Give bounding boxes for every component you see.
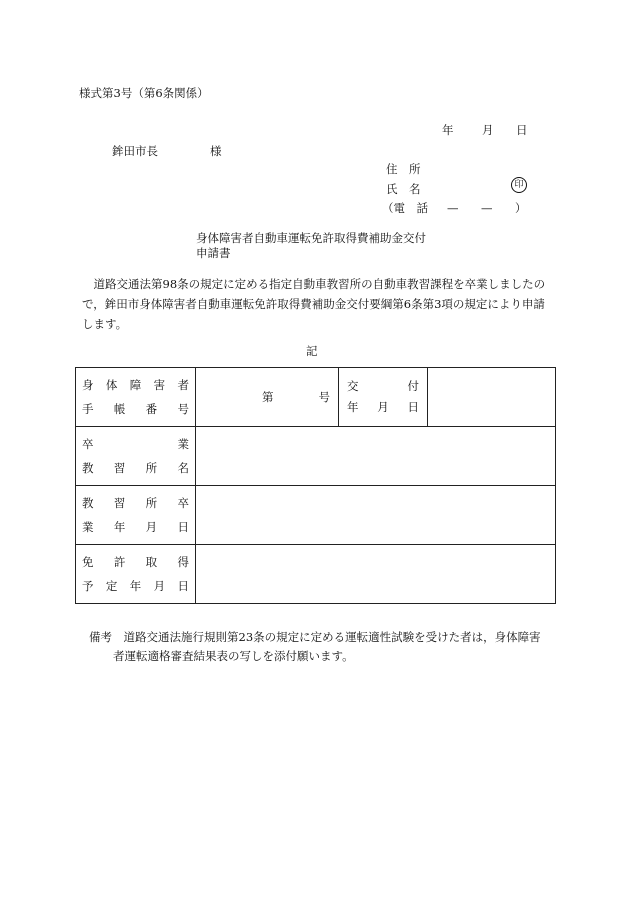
date-month: 月	[482, 123, 494, 137]
application-table	[75, 367, 556, 604]
number-prefix: 第	[262, 390, 274, 404]
issue-date-label: 交 付 年 月 日	[339, 368, 428, 427]
school-name-field[interactable]	[196, 427, 556, 486]
applicant-block	[382, 160, 527, 219]
label-line: 手 帳 番 号	[82, 402, 189, 416]
graduation-date-label: 教 習 所 卒 業 年 月 日	[76, 486, 196, 545]
table-row	[76, 545, 556, 604]
ki-heading: 記	[306, 344, 318, 358]
phone-label: （電 話	[382, 201, 428, 215]
note-line-2: 者運転適格審査結果表の写しを添付願います。	[113, 649, 354, 663]
date-day: 日	[516, 123, 528, 137]
seal-icon: 印	[511, 177, 527, 193]
handbook-number-label	[76, 368, 196, 427]
license-date-field[interactable]	[196, 545, 556, 604]
addressee-honorific: 様	[210, 144, 222, 158]
label-line: 身 体 障 害 者	[82, 378, 189, 392]
note-block	[89, 628, 541, 666]
graduation-date-field[interactable]	[196, 486, 556, 545]
number-suffix: 号	[318, 390, 330, 404]
issue-date-field[interactable]	[428, 368, 556, 427]
date-line	[442, 122, 528, 138]
name-label: 氏 名	[386, 181, 421, 196]
addressee	[112, 143, 222, 159]
handbook-number-field[interactable]	[196, 368, 339, 427]
note-line-1: 備考 道路交通法施行規則第23条の規定に定める運転適性試験を受けた者は，身体障害	[89, 630, 541, 644]
date-year: 年	[442, 123, 454, 137]
body-text: 道路交通法第98条の規定に定める指定自動車教習所の自動車教習課程を卒業しましたので，鉾田市身体障害者自動車運転免許取得費補助金交付要綱第6条第3項の規定により申請します。	[82, 277, 546, 331]
addressee-name: 鉾田市長	[112, 144, 158, 158]
table-row	[76, 427, 556, 486]
title-line-2: 申請書	[196, 246, 231, 260]
school-name-label: 卒 業 教 習 所 名	[76, 427, 196, 486]
phone-dash-1: —	[447, 201, 459, 215]
table-row	[76, 486, 556, 545]
document-title	[196, 231, 426, 261]
title-line-1: 身体障害者自動車運転免許取得費補助金交付	[196, 231, 426, 245]
phone-close: ）	[515, 201, 527, 215]
address-label: 住 所	[386, 162, 421, 176]
license-date-label: 免 許 取 得 予 定 年 月 日	[76, 545, 196, 604]
form-number: 様式第3号（第6条関係）	[79, 86, 209, 100]
body-paragraph	[82, 274, 552, 334]
table-row	[76, 368, 556, 427]
phone-dash-2: —	[481, 201, 493, 215]
